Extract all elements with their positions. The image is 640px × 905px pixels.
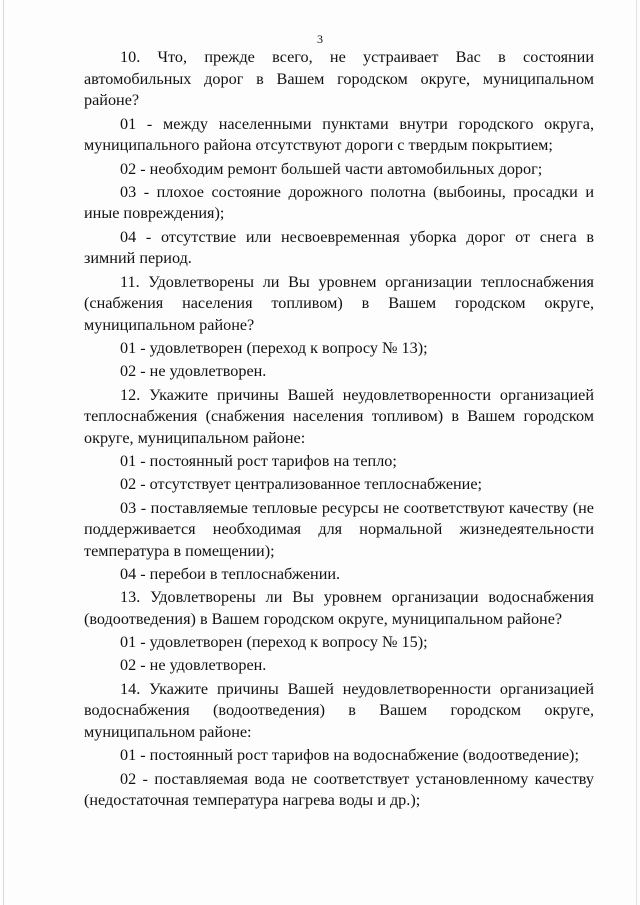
page-number: 3	[317, 32, 323, 46]
answer-option: 03 - плохое состояние дорожного полотна (выбоины, просадки и иные повреждения);	[84, 182, 594, 223]
answer-option: 01 - между населенными пунктами внутри городского округа, муниципального района отсутствуют дороги с твердым покрытием;	[84, 114, 594, 155]
question-12: 12. Укажите причины Вашей неудовлетворенности организацией теплоснабжения (снабжения населения топливом) в Вашем городском округе, муниципальном районе:	[84, 385, 594, 447]
answer-option: 01 - удовлетворен (переход к вопросу № 13);	[120, 339, 428, 358]
document-body	[84, 47, 594, 812]
answer-option: 02 - поставляемая вода не соответствует установленному качеству (недостаточная температура нагрева воды и др.);	[84, 769, 594, 810]
question-14: 14. Укажите причины Вашей неудовлетворенности организацией водоснабжения (водоотведения) в Вашем городском округе, муниципальном районе:	[84, 679, 594, 742]
answer-option: 04 - отсутствие или несвоевременная уборка дорог от снега в зимний период.	[84, 227, 594, 268]
answer-option: 03 - поставляемые тепловые ресурсы не соответствуют качеству (не поддерживается необходимая для нормальной жизнедеятельности температура в помещении);	[84, 498, 594, 560]
answer-option: 02 - не удовлетворен.	[120, 362, 267, 381]
question-11: 11. Удовлетворены ли Вы уровнем организации теплоснабжения (снабжения населения топливом) в Вашем городском округе, муниципальном районе?	[84, 272, 594, 334]
question-13: 13. Удовлетворены ли Вы уровнем организации водоснабжения (водоотведения) в Вашем городском округе, муниципальном районе?	[84, 588, 594, 629]
answer-option: 02 - отсутствует централизованное теплоснабжение;	[120, 475, 483, 494]
answer-option: 04 - перебои в теплоснабжении.	[120, 565, 341, 584]
scan-edge-right	[636, 0, 637, 905]
question-10: 10. Что, прежде всего, не устраивает Вас в состоянии автомобильных дорог в Вашем городском округе, муниципальном районе?	[84, 48, 594, 110]
answer-option: 01 - постоянный рост тарифов на водоснабжение (водоотведение);	[120, 746, 579, 765]
answer-option: 02 - не удовлетворен.	[120, 656, 267, 675]
answer-option: 02 - необходим ремонт большей части автомобильных дорог;	[120, 159, 543, 178]
answer-option: 01 - удовлетворен (переход к вопросу № 15);	[120, 633, 428, 652]
scan-edge-left	[3, 0, 4, 905]
answer-option: 01 - постоянный рост тарифов на тепло;	[120, 452, 397, 471]
